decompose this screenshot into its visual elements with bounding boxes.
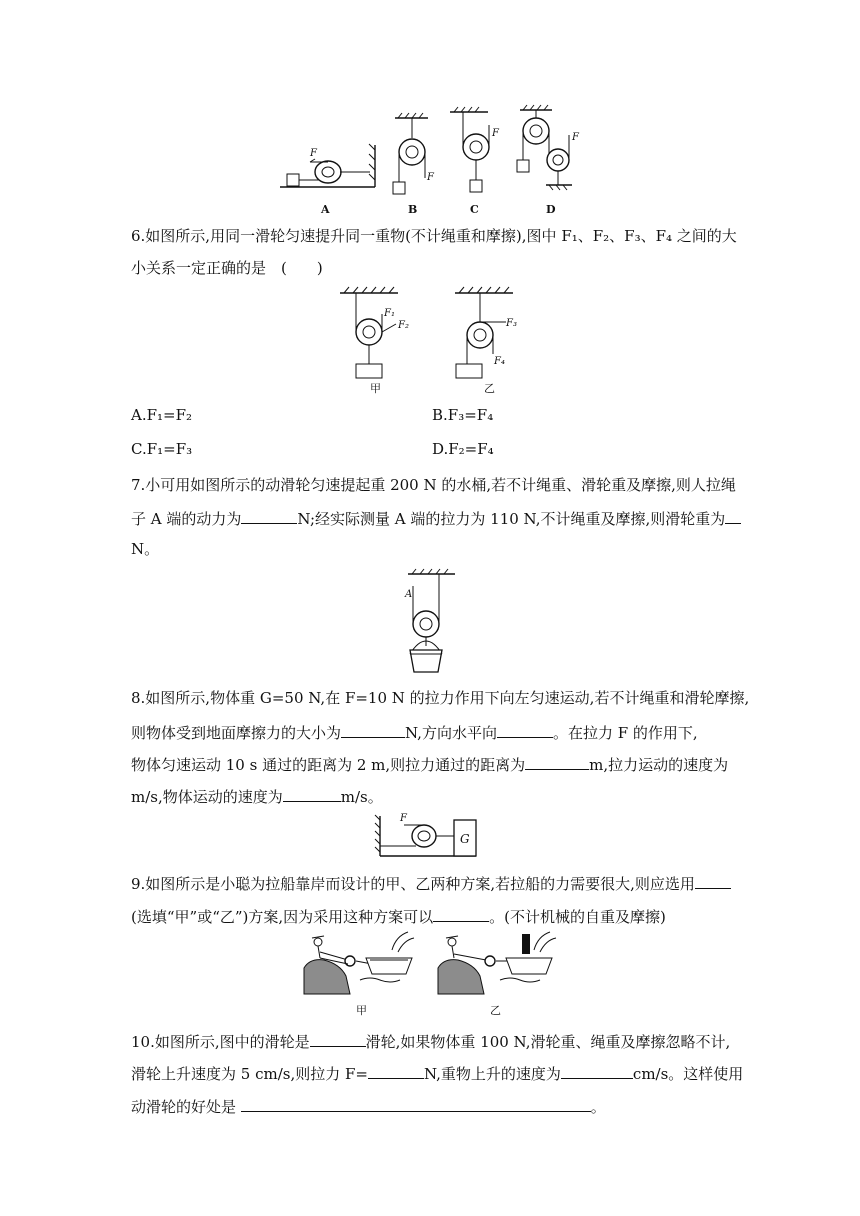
q9-text-b: (选填“甲”或“乙”)方案,因为采用这种方案可以 (131, 908, 434, 926)
q7-text-b: N;经实际测量 A 端的拉力为 110 N,不计绳重及摩擦,则滑轮重为 (297, 510, 726, 528)
force-f4: F₄ (494, 356, 505, 367)
q9-line-2 (131, 905, 666, 927)
q8-horizontal-pulley-figure (376, 812, 486, 862)
q7-line-1: 7.小可用如图所示的动滑轮匀速提起重 200 N 的水桶,若不计绳重、滑轮重及摩擦,则人拉绳 (131, 476, 736, 494)
q7-line-3: N。 (131, 540, 160, 558)
q9-text-c: 。(不计机械的自重及摩擦) (489, 908, 666, 926)
q6-option-c[interactable]: C.F₁=F₃ (131, 440, 193, 458)
q9-label-jia: 甲 (356, 1004, 367, 1017)
q6-option-a[interactable]: A.F₁=F₂ (131, 406, 193, 424)
q10-text-e: cm/s。这样使用 (632, 1065, 744, 1083)
q10-blank-2[interactable] (368, 1062, 424, 1079)
q8-line-4 (131, 785, 383, 807)
q7-line-2 (131, 507, 741, 529)
q10-blank-4[interactable] (241, 1095, 591, 1112)
q8-weight-label: G (460, 832, 470, 846)
q7-blank-1[interactable] (241, 507, 297, 524)
q9-line-1 (131, 872, 731, 894)
force-f1: F₁ (384, 308, 395, 319)
q8-text-f: m/s,物体运动的速度为 (131, 788, 283, 806)
force-f2: F₂ (398, 320, 409, 331)
q8-blank-1[interactable] (341, 721, 405, 738)
q9-blank-1[interactable] (695, 872, 731, 889)
q10-text-c: 滑轮上升速度为 5 cm/s,则拉力 F= (131, 1065, 368, 1083)
pulley-diagram-a (280, 144, 375, 216)
q8-text-b: N,方向水平向 (405, 724, 497, 742)
q10-text-f: 动滑轮的好处是 (131, 1098, 237, 1116)
q6-diagram-jia (340, 287, 409, 395)
label-jia: 甲 (370, 382, 381, 395)
q8-blank-3[interactable] (525, 753, 589, 770)
q8-line-2 (131, 721, 698, 743)
q8-line-1: 8.如图所示,物体重 G=50 N,在 F=10 N 的拉力作用下向左匀速运动,若不计绳重和滑轮摩擦, (131, 689, 750, 707)
force-label-a: F (310, 148, 317, 159)
q10-blank-3[interactable] (561, 1062, 633, 1079)
force-f3: F₃ (506, 318, 517, 329)
q7-blank-2[interactable] (725, 507, 741, 524)
q8-line-3 (131, 753, 728, 775)
q7-label-a: A (405, 589, 413, 600)
q8-text-g: m/s。 (340, 788, 383, 806)
diagram-label-d: D (546, 203, 556, 216)
q9-text-a: 9.如图所示是小聪为拉船靠岸而设计的甲、乙两种方案,若拉船的力需要很大,则应选用 (131, 875, 695, 893)
diagram-label-a: A (321, 203, 330, 216)
q8-text-e: m,拉力运动的速度为 (589, 756, 729, 774)
pulley-diagram-b (393, 113, 435, 216)
q10-text-b: 滑轮,如果物体重 100 N,滑轮重、绳重及摩擦忽略不计, (365, 1033, 731, 1051)
diagram-label-b: B (408, 203, 418, 216)
q8-text-d: 物体匀速运动 10 s 通过的距离为 2 m,则拉力通过的距离为 (131, 756, 526, 774)
q7-text-a: 子 A 端的动力为 (131, 510, 242, 528)
q10-text-g: 。 (590, 1098, 606, 1116)
q9-label-yi: 乙 (490, 1004, 501, 1017)
q8-text-c: 。在拉力 F 的作用下, (552, 724, 698, 742)
pulley-diagram-c (450, 107, 500, 216)
q9-blank-2[interactable] (433, 905, 489, 922)
force-label-c: F (492, 128, 499, 139)
pulley-diagram-d (517, 105, 580, 216)
q10-text-d: N,重物上升的速度为 (423, 1065, 561, 1083)
q8-blank-4[interactable] (283, 785, 341, 802)
q10-line-1 (131, 1030, 730, 1052)
q8-blank-2[interactable] (497, 721, 553, 738)
pulley-figure-abcd (270, 100, 590, 218)
q7-bucket-figure (400, 566, 460, 678)
q9-scheme-yi (438, 932, 556, 1017)
diagram-label-c: C (470, 203, 479, 216)
q8-text-a: 则物体受到地面摩擦力的大小为 (131, 724, 342, 742)
q6-line-1: 6.如图所示,用同一滑轮匀速提升同一重物(不计绳重和摩擦),图中 F₁、F₂、F₃、F₄ 之间的大 (131, 227, 737, 245)
q6-pulley-figure (340, 284, 530, 394)
q10-text-a: 10.如图所示,图中的滑轮是 (131, 1033, 310, 1051)
q6-line-2: 小关系一定正确的是 ( ) (131, 259, 323, 277)
force-label-d: F (572, 132, 579, 143)
q9-boat-figure (300, 928, 560, 1020)
q10-blank-1[interactable] (310, 1030, 366, 1047)
q10-line-2 (131, 1062, 743, 1084)
q9-scheme-jia (304, 932, 414, 1017)
q6-option-b[interactable]: B.F₃=F₄ (432, 406, 494, 424)
q10-line-3 (131, 1095, 606, 1117)
q6-diagram-yi (455, 287, 517, 395)
q8-force-label: F (400, 813, 407, 824)
q6-option-d[interactable]: D.F₂=F₄ (432, 440, 494, 458)
force-label-b: F (427, 172, 434, 183)
label-yi: 乙 (484, 382, 495, 395)
